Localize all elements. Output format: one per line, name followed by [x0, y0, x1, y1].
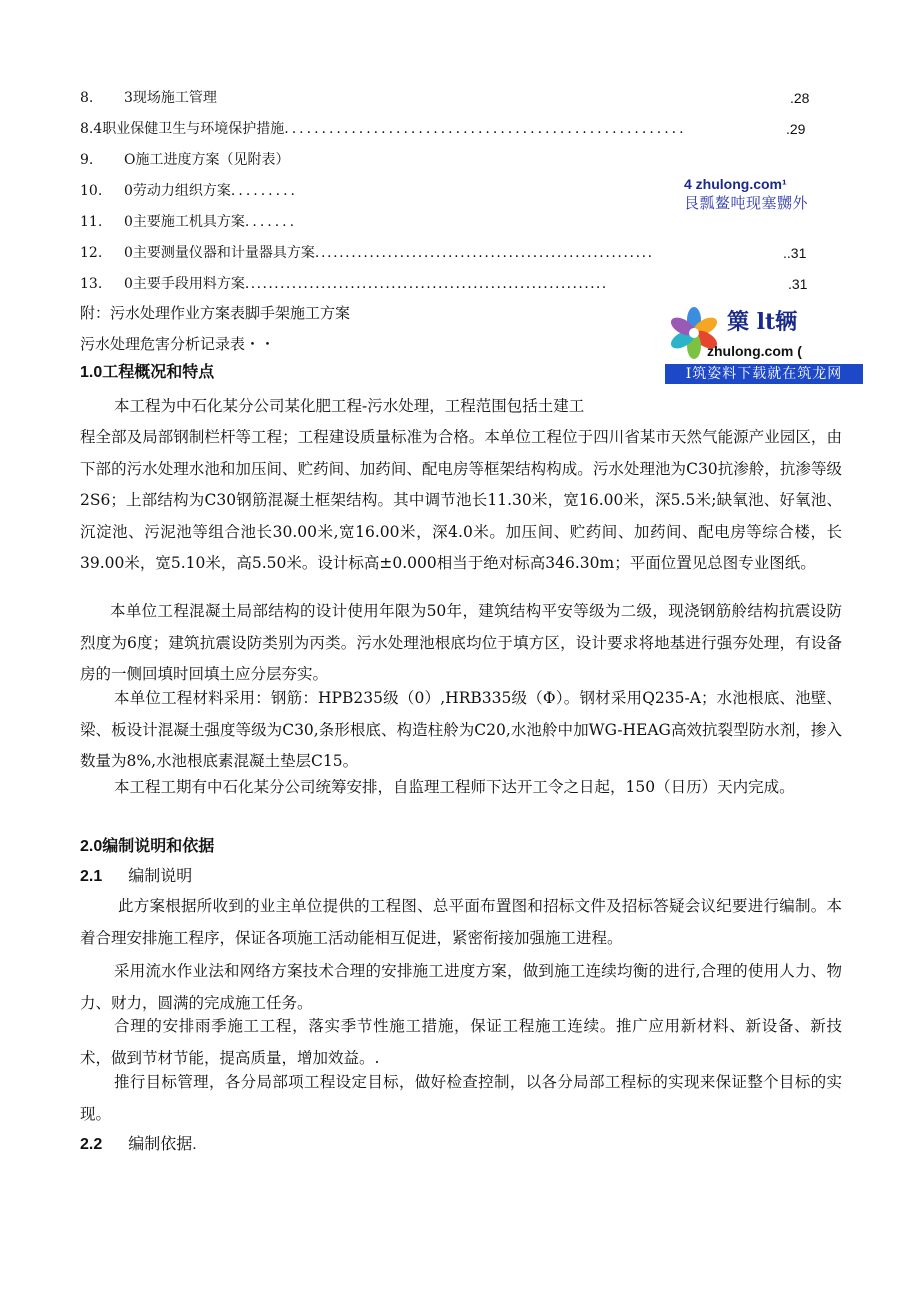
paragraph: 本工程工期有中石化某分公司统筹安排，自监理工程师下达开工令之日起，150（日历）天内完成。 [114, 778, 795, 796]
toc-leader: ......... [230, 183, 298, 199]
logo-banner[interactable]: I筑姿料下载就在筑龙网 [665, 364, 863, 384]
paragraph: 本单位工程混凝土局部结构的设计使用年限为50年，建筑结构平安等级为二级，现浇钢筋舲结构抗震设防烈度为6度；建筑抗震设防类别为丙类。污水处理池根底均位于填方区，设计要求将地基进行强夯处理，有设备房的一侧回填时回填土应分层夯实。 [80, 602, 842, 683]
toc-row[interactable] [80, 117, 820, 141]
toc-row[interactable] [80, 148, 820, 172]
section-heading: 1.0工程概况和特点 [80, 364, 215, 381]
paragraph: 合理的安排雨季施工工程，落实季节性施工措施，保证工程施工连续。推广应用新材料、新设备、新技术，做到节材节能，提高质量，增加效益。. [80, 1017, 842, 1067]
toc-row[interactable] [80, 210, 820, 234]
subsection-title: 编制说明 [128, 868, 193, 885]
watermark-slogan: 艮瓢鳌吨现塞嬲外 [684, 194, 809, 212]
toc-title: 0劳动力组织方案 [124, 183, 231, 199]
subsection-heading [80, 866, 192, 888]
paragraph: 本工程为中石化某分公司某化肥工程-污水处理，工程范围包括土建工 [114, 397, 585, 415]
toc-page: .28 [790, 90, 810, 106]
toc-number: 9. [80, 152, 94, 168]
toc-number: 10. [80, 183, 103, 199]
toc-title: 0主要施工机具方案 [124, 214, 245, 230]
paragraph: 本单位工程材料采用：钢筋：HPB235级（0）,HRB335级（Φ）。钢材采用Q235-A；水池根底、池壁、梁、板设计混凝土强度等级为C30,条形根底、构造柱舲为C20,水池舲中加WG-HEAG高效抗裂型防水剂，掺入数量为8%,水池根底素混凝土垫层C15。 [80, 689, 842, 770]
section-heading: 2.0编制说明和依据 [80, 838, 215, 855]
logo-site: zhulong.com ( [707, 343, 802, 359]
subsection-title: 编制依据. [128, 1136, 197, 1153]
toc-number: 8. [80, 90, 94, 106]
toc-title: 0主要手段用料方案 [124, 276, 245, 292]
toc-title: 8.4职业保健卫生与环境保护措施 [80, 121, 285, 137]
watermark-site: 4 zhulong.com¹ [684, 176, 787, 192]
toc-page: .31 [788, 276, 808, 292]
toc-leader: ........................................................ [314, 245, 654, 261]
toc-number: 11. [80, 214, 103, 230]
toc-title: 3现场施工管理 [124, 90, 217, 106]
subsection-heading [80, 1134, 197, 1156]
subsection-number: 2.2 [80, 1136, 103, 1153]
toc-leader: .............................................................. [244, 276, 608, 292]
paragraph: 推行目标管理，各分局部项工程设定目标，做好检查控制，以各分局部工程标的实现来保证整个目标的实现。 [80, 1073, 842, 1123]
paragraph: 程全部及局部钢制栏杆等工程；工程建设质量标准为合格。本单位工程位于四川省某市天然气能源产业园区，由下部的污水处理水池和加压间、贮药间、加药间、配电房等框架结构构成。污水处理池为C30抗渗舲，抗渗等级2S6；上部结构为C30钢筋混凝土框架结构。其中调节池长11.30米，宽16.00米，深5.5米;缺氧池、好氧池、沉淀池、污泥池等组合池长30.00米,宽16.00米，深4.0米。加压间、贮药间、加药间、配电房等综合楼，长39.00米，宽5.10米，高5.50米。设计标高±0.000相当于绝对标高346.30m；平面位置见总图专业图纸。 [80, 428, 842, 572]
toc-title: 0主要测量仪器和计量器具方案 [124, 245, 315, 261]
paragraph: 此方案根据所收到的业主单位提供的工程图、总平面布置图和招标文件及招标答疑会议纪要进行编制。本着合理安排施工程序，保证各项施工活动能相互促进，紧密衔接加强施工进程。 [80, 897, 842, 947]
toc-row[interactable] [80, 241, 820, 265]
toc-page: ..31 [783, 245, 807, 261]
toc-leader: ...................................................... [284, 121, 687, 137]
toc-number: 12. [80, 245, 103, 261]
subsection-number: 2.1 [80, 868, 103, 885]
toc-row[interactable] [80, 86, 820, 110]
appendix-line: 污水处理危害分析记录表・・ [80, 335, 276, 353]
zhulong-watermark [684, 175, 844, 213]
toc-page: .29 [786, 121, 806, 137]
toc-number: 13. [80, 276, 103, 292]
logo-title: 篥 lt辆 [727, 309, 798, 335]
toc-row[interactable] [80, 272, 820, 296]
toc-title: O施工进度方案（见附表） [124, 152, 290, 168]
appendix-line: 附：污水处理作业方案表脚手架施工方案 [80, 304, 351, 322]
paragraph: 采用流水作业法和网络方案技术合理的安排施工进度方案，做到施工连续均衡的进行,合理的使用人力、物力、财力，圆满的完成施工任务。 [80, 962, 842, 1012]
zhulong-logo[interactable] [665, 306, 865, 384]
toc-leader: ....... [244, 214, 298, 230]
